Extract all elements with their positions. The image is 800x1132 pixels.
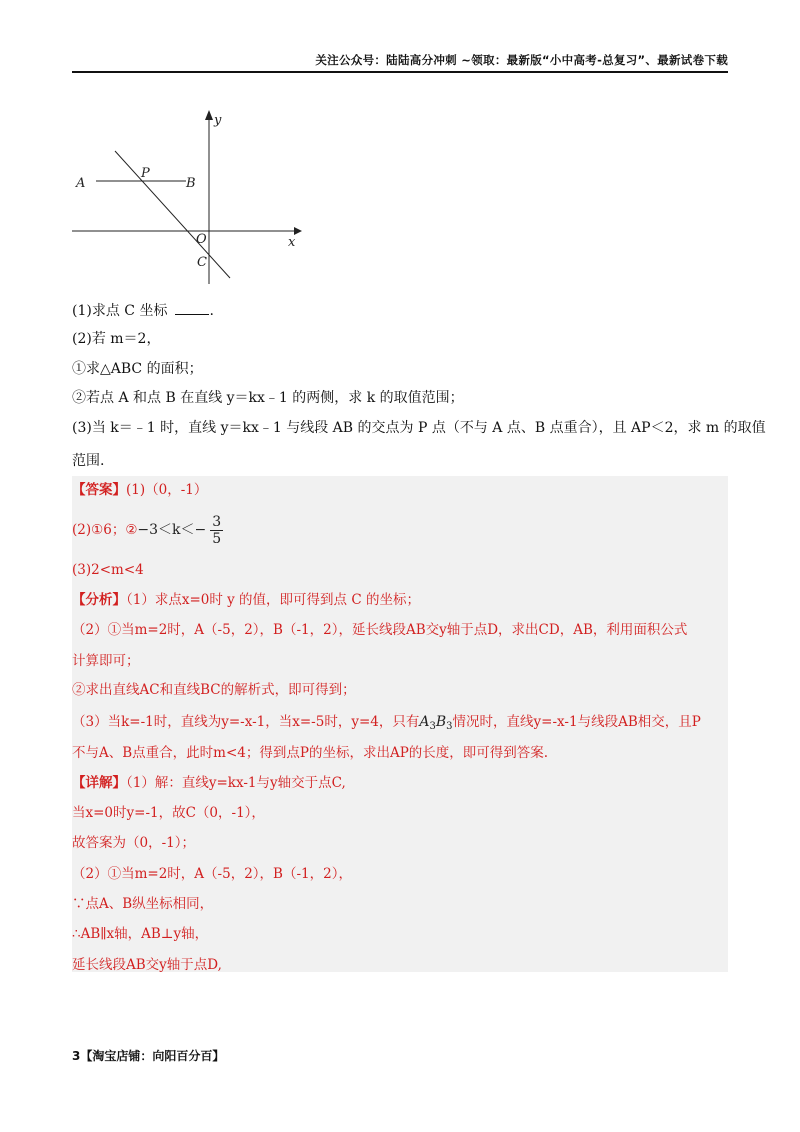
question-1-end: . (209, 303, 214, 319)
x-axis-arrow (294, 227, 302, 235)
page-footer: 3【淘宝店铺：向阳百分百】 (72, 1049, 225, 1063)
question-1 (72, 300, 214, 321)
page-header: 关注公众号：陆陆高分冲刺 ~领取：最新版“小中高考-总复习”、最新试卷下载 (315, 53, 728, 67)
label-b: B (186, 176, 196, 191)
analysis-line-4: ②求出直线AC和直线BC的解析式，即可得到； (72, 682, 356, 698)
label-a: A (76, 176, 86, 191)
answer-blank (175, 300, 209, 315)
detail-line-4: （2）①当m=2时，A（-5，2），B（-1，2）， (72, 866, 352, 882)
question-2a: ①求△ABC 的面积； (72, 361, 203, 377)
answer-3: (3)2<m<4 (72, 562, 144, 578)
header-rule (72, 71, 728, 73)
question-1-text: (1)求点 C 坐标 (72, 303, 168, 319)
label-x: x (288, 235, 296, 250)
figure-svg (72, 104, 312, 284)
answer-line-2 (72, 511, 223, 549)
line-pc (115, 151, 230, 278)
detail-text-1: （1）解：直线y=kx-1与y轴交于点C, (126, 775, 346, 791)
answer-2-fraction (210, 514, 223, 547)
math-a-sub: 3 (429, 721, 436, 732)
math-b-sub: 3 (446, 721, 453, 732)
fraction-denominator: 5 (212, 531, 222, 547)
answer-2-math: −3＜k＜− (137, 522, 207, 538)
detail-line-1 (72, 773, 346, 793)
analysis-line-3: 计算即可； (72, 653, 140, 669)
label-c: C (197, 255, 207, 270)
detail-line-2: 当x=0时y=-1，故C（0，-1）， (72, 805, 265, 821)
analysis-tag: 【分析】 (72, 592, 126, 608)
answer-2-prefix: (2)①6；② (72, 522, 138, 538)
question-2b: ②若点 A 和点 B 在直线 y＝kx﹣1 的两侧，求 k 的取值范围； (72, 390, 464, 406)
label-p: P (141, 166, 150, 181)
detail-line-3: 故答案为（0，-1）； (72, 835, 195, 851)
math-a3 (419, 714, 452, 730)
analysis-line-6: 不与A、B点重合，此时m<4；得到点P的坐标，求出AP的长度，即可得到答案. (72, 745, 549, 761)
detail-line-7: 延长线段AB交y轴于点D, (72, 957, 222, 973)
detail-line-5: ∵点A、B纵坐标相同， (72, 896, 214, 912)
detail-tag: 【详解】 (72, 775, 126, 791)
answer-tag: 【答案】 (72, 482, 126, 498)
analysis-text-1: （1）求点x=0时 y 的值，即可得到点 C 的坐标； (126, 592, 420, 608)
y-axis-arrow (205, 110, 213, 120)
answer-1: (1)（0，-1） (126, 482, 208, 498)
question-3-line2: 范围. (72, 453, 105, 469)
answer-line-1 (72, 480, 207, 500)
analysis-text-5a: （3）当k=-1时，直线为y=-x-1，当x=-5时，y=4，只有 (72, 714, 420, 730)
math-a: A (419, 714, 430, 730)
detail-line-6: ∴AB∥x轴，AB⊥y轴， (72, 926, 209, 942)
question-2: (2)若 m＝2， (72, 331, 161, 347)
label-o: O (196, 232, 207, 247)
coordinate-figure (72, 104, 312, 288)
math-b: B (435, 714, 447, 730)
label-y: y (214, 113, 222, 128)
analysis-line-1 (72, 590, 420, 610)
question-3-line1: (3)当 k＝﹣1 时，直线 y＝kx﹣1 与线段 AB 的交点为 P 点（不与 A 点、B 点重合），且 AP＜2，求 m 的取值 (72, 420, 766, 436)
analysis-text-5b: 情况时，直线y=-x-1与线段AB相交，且P (452, 714, 701, 730)
fraction-numerator: 3 (212, 514, 222, 530)
analysis-line-2: （2）①当m=2时，A（-5，2），B（-1，2），延长线段AB交y轴于点D，求出CD，AB，利用面积公式 (72, 622, 688, 638)
analysis-line-5 (72, 712, 701, 737)
